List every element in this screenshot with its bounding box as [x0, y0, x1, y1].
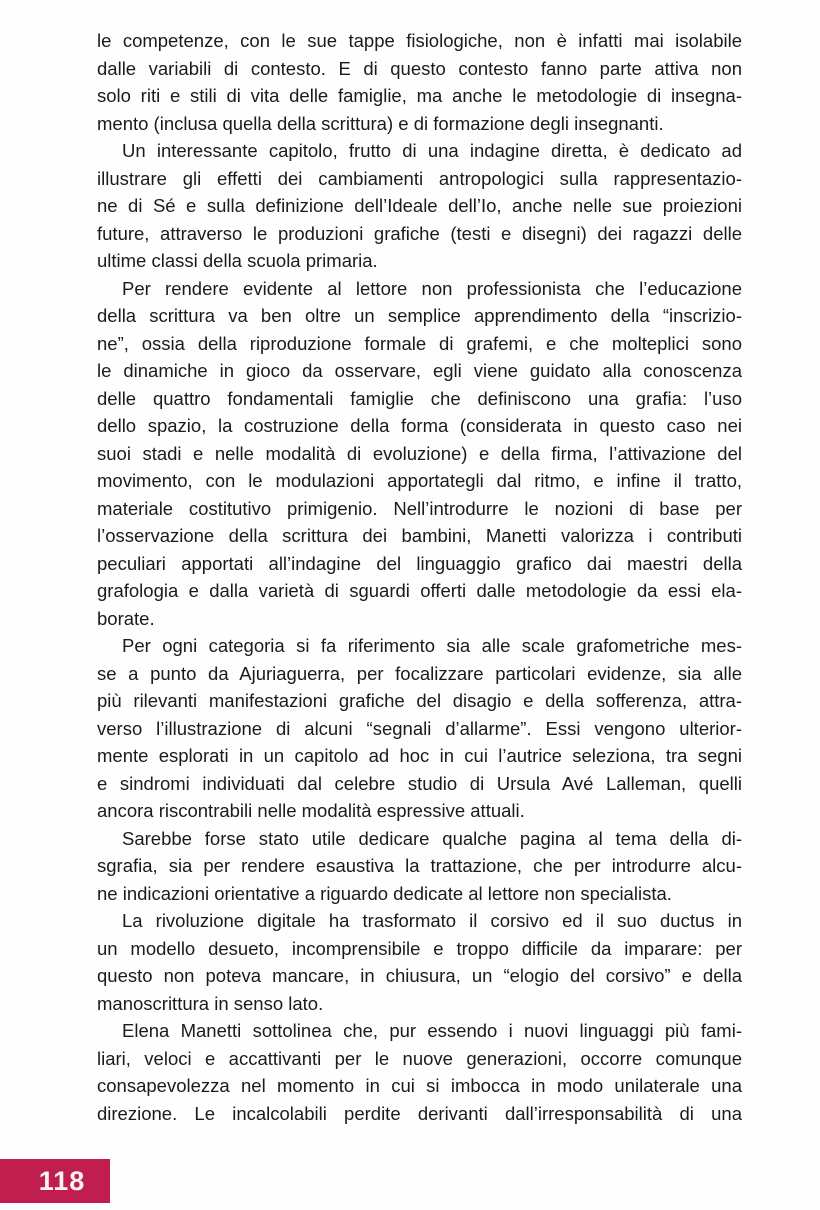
- text-line: direzione. Le incalcolabili perdite derivanti dall’irresponsabilità di una: [97, 1102, 742, 1124]
- text-line: verso l’illustrazione di alcuni “segnali d’allarme”. Essi vengono ulterior-: [97, 717, 742, 739]
- text-line: ultime classi della scuola primaria.: [97, 250, 378, 271]
- text-line: questo non poteva mancare, in chiusura, un “elogio del corsivo” e della: [97, 965, 742, 986]
- text-line: manoscrittura in senso lato.: [97, 992, 324, 1014]
- text-line: le competenze, con le sue tappe fisiologiche, non è infatti mai isolabile: [97, 30, 742, 51]
- text-line: dello spazio, la costruzione della forma (considerata in questo caso nei: [97, 415, 742, 436]
- paragraph: [97, 632, 742, 825]
- paragraph: [97, 137, 742, 275]
- text-line: Per rendere evidente al lettore non professionista che l’educazione: [122, 277, 742, 299]
- text-line: Un interessante capitolo, frutto di una indagine diretta, è dedicato ad: [122, 140, 742, 161]
- text-line: mento (inclusa quella della scrittura) e di formazione degli insegnanti.: [97, 112, 664, 134]
- text-line: liari, veloci e accattivanti per le nuove generazioni, occorre comunque: [97, 1047, 742, 1069]
- text-line: ne”, ossia della riproduzione formale di grafemi, e che molteplici sono: [97, 332, 742, 354]
- text-line: consapevolezza nel momento in cui si imbocca in modo unilaterale una: [97, 1075, 742, 1096]
- text-block: [97, 27, 742, 1127]
- text-line: mente esplorati in un capitolo ad hoc in cui l’autrice seleziona, tra segni: [97, 745, 742, 766]
- text-line: le dinamiche in gioco da osservare, egli viene guidato alla conoscenza: [97, 360, 742, 381]
- text-line: ne indicazioni orientative a riguardo dedicate al lettore non specialista.: [97, 882, 672, 904]
- text-line: della scrittura va ben oltre un semplice apprendimento della “inscrizio-: [97, 305, 742, 326]
- text-line: La rivoluzione digitale ha trasformato il corsivo ed il suo ductus in: [122, 910, 742, 931]
- text-line: solo riti e stili di vita delle famiglie, ma anche le metodologie di insegna-: [97, 85, 742, 106]
- page-number: 118: [38, 1165, 86, 1196]
- text-line: un modello desueto, incomprensibile e troppo difficile da imparare: per: [97, 937, 742, 959]
- text-line: Elena Manetti sottolinea che, pur essendo i nuovi linguaggi più fami-: [122, 1020, 742, 1041]
- text-line: delle quattro fondamentali famiglie che definiscono una grafia: l’uso: [97, 387, 742, 409]
- text-line: più rilevanti manifestazioni grafiche del disagio e della sofferenza, attra-: [97, 690, 742, 711]
- text-line: grafologia e dalla varietà di sguardi offerti dalle metodologie da essi ela-: [97, 580, 742, 601]
- text-line: ne di Sé e sulla definizione dell’Ideale dell’Io, anche nelle sue proiezioni: [97, 195, 742, 216]
- text-line: future, attraverso le produzioni grafiche (testi e disegni) dei ragazzi delle: [97, 222, 742, 244]
- text-line: materiale costitutivo primigenio. Nell’introdurre le nozioni di base per: [97, 497, 742, 519]
- text-line: movimento, con le modulazioni apportategli dal ritmo, e infine il tratto,: [97, 470, 742, 491]
- text-line: dalle variabili di contesto. E di questo contesto fanno parte attiva non: [97, 57, 742, 79]
- text-line: peculiari apportati all’indagine del linguaggio grafico dai maestri della: [97, 552, 742, 574]
- text-line: l’osservazione della scrittura dei bambini, Manetti valorizza i contributi: [97, 525, 742, 546]
- text-line: sgrafia, sia per rendere esaustiva la trattazione, che per introdurre alcu-: [97, 855, 742, 876]
- paragraph: [97, 825, 742, 908]
- text-line: e sindromi individuati dal celebre studio di Ursula Avé Lalleman, quelli: [97, 772, 742, 794]
- paragraph: [97, 907, 742, 1017]
- text-line: ancora riscontrabili nelle modalità espressive attuali.: [97, 800, 525, 821]
- text-line: se a punto da Ajuriaguerra, per focalizzare particolari evidenze, sia alle: [97, 662, 742, 684]
- paragraph: [97, 1017, 742, 1127]
- text-line: Per ogni categoria si fa riferimento sia alle scale grafometriche mes-: [122, 635, 742, 656]
- page-number-badge: [0, 1159, 110, 1203]
- text-line: Sarebbe forse stato utile dedicare qualche pagina al tema della di-: [122, 827, 742, 849]
- paragraph: [97, 275, 742, 633]
- text-line: suoi stadi e nelle modalità di evoluzione) e della firma, l’attivazione del: [97, 442, 742, 464]
- text-line: illustrare gli effetti dei cambiamenti antropologici sulla rappresentazio-: [97, 167, 742, 189]
- paragraph: [97, 27, 742, 137]
- text-line: borate.: [97, 607, 155, 629]
